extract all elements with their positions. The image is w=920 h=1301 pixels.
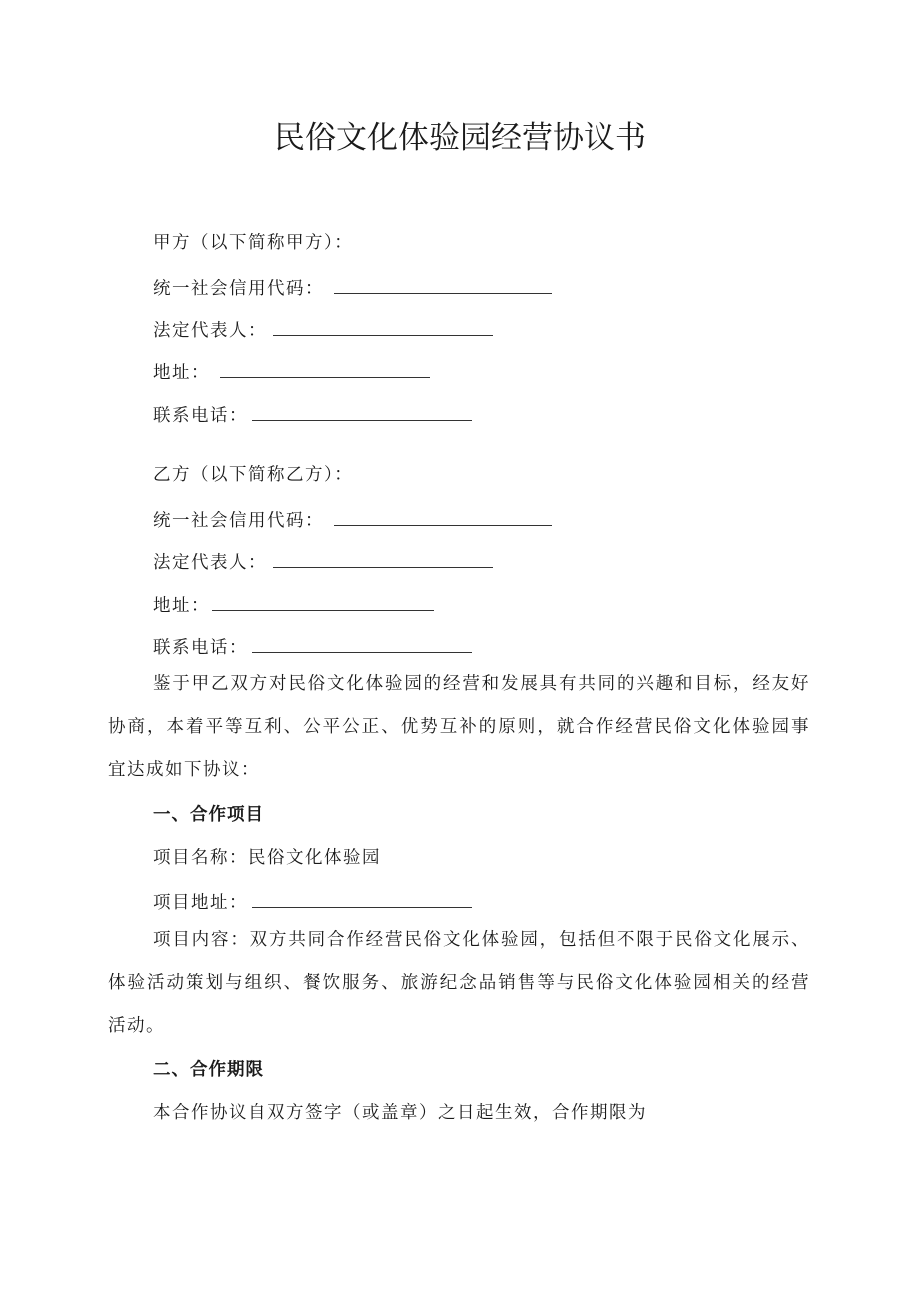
party-a-phone-label: 联系电话： <box>153 406 248 426</box>
section-2-heading: 二、合作期限 <box>153 1060 264 1080</box>
party-a-representative <box>153 317 493 343</box>
party-a-header: 甲方（以下简称甲方）： <box>153 233 354 253</box>
party-a-address-label: 地址： <box>153 363 210 383</box>
section-1-heading: 一、合作项目 <box>153 805 264 825</box>
project-address-label: 项目地址： <box>153 893 248 913</box>
party-a-credit-code-label: 统一社会信用代码： <box>153 279 324 299</box>
party-b-phone-blank[interactable] <box>252 634 472 653</box>
party-b-address-label: 地址： <box>153 596 210 616</box>
project-content-paragraph: 项目内容：双方共同合作经营民俗文化体验园，包括但不限于民俗文化展示、体验活动策划与组织、餐饮服务、旅游纪念品销售等与民俗文化体验园相关的经营活动。 <box>108 930 810 1036</box>
party-a-phone <box>153 402 472 428</box>
project-name: 项目名称：民俗文化体验园 <box>153 848 381 868</box>
party-a-rep-label: 法定代表人： <box>153 321 267 341</box>
party-b-address <box>153 592 434 618</box>
party-a-credit-code <box>153 275 552 301</box>
party-a-address-blank[interactable] <box>220 359 430 378</box>
party-b-rep-blank[interactable] <box>273 549 493 568</box>
party-a-credit-code-blank[interactable] <box>334 275 552 294</box>
party-b-rep-label: 法定代表人： <box>153 553 267 573</box>
party-a-address <box>153 359 430 385</box>
party-b-credit-code-blank[interactable] <box>334 507 552 526</box>
party-a-rep-blank[interactable] <box>273 317 493 336</box>
party-a-phone-blank[interactable] <box>252 402 472 421</box>
party-b-address-blank[interactable] <box>212 592 434 611</box>
party-b-phone-label: 联系电话： <box>153 638 248 658</box>
project-address <box>153 889 472 915</box>
party-b-representative <box>153 549 493 575</box>
party-b-credit-code <box>153 507 552 533</box>
party-b-phone <box>153 634 472 660</box>
term-paragraph: 本合作协议自双方签字（或盖章）之日起生效，合作期限为 <box>153 1103 647 1123</box>
party-b-credit-code-label: 统一社会信用代码： <box>153 511 324 531</box>
project-address-blank[interactable] <box>252 889 472 908</box>
party-b-header: 乙方（以下简称乙方）： <box>153 465 354 485</box>
preamble-paragraph: 鉴于甲乙双方对民俗文化体验园的经营和发展具有共同的兴趣和目标，经友好协商，本着平等互利、公平公正、优势互补的原则，就合作经营民俗文化体验园事宜达成如下协议： <box>108 674 810 780</box>
document-title: 民俗文化体验园经营协议书 <box>274 120 646 156</box>
